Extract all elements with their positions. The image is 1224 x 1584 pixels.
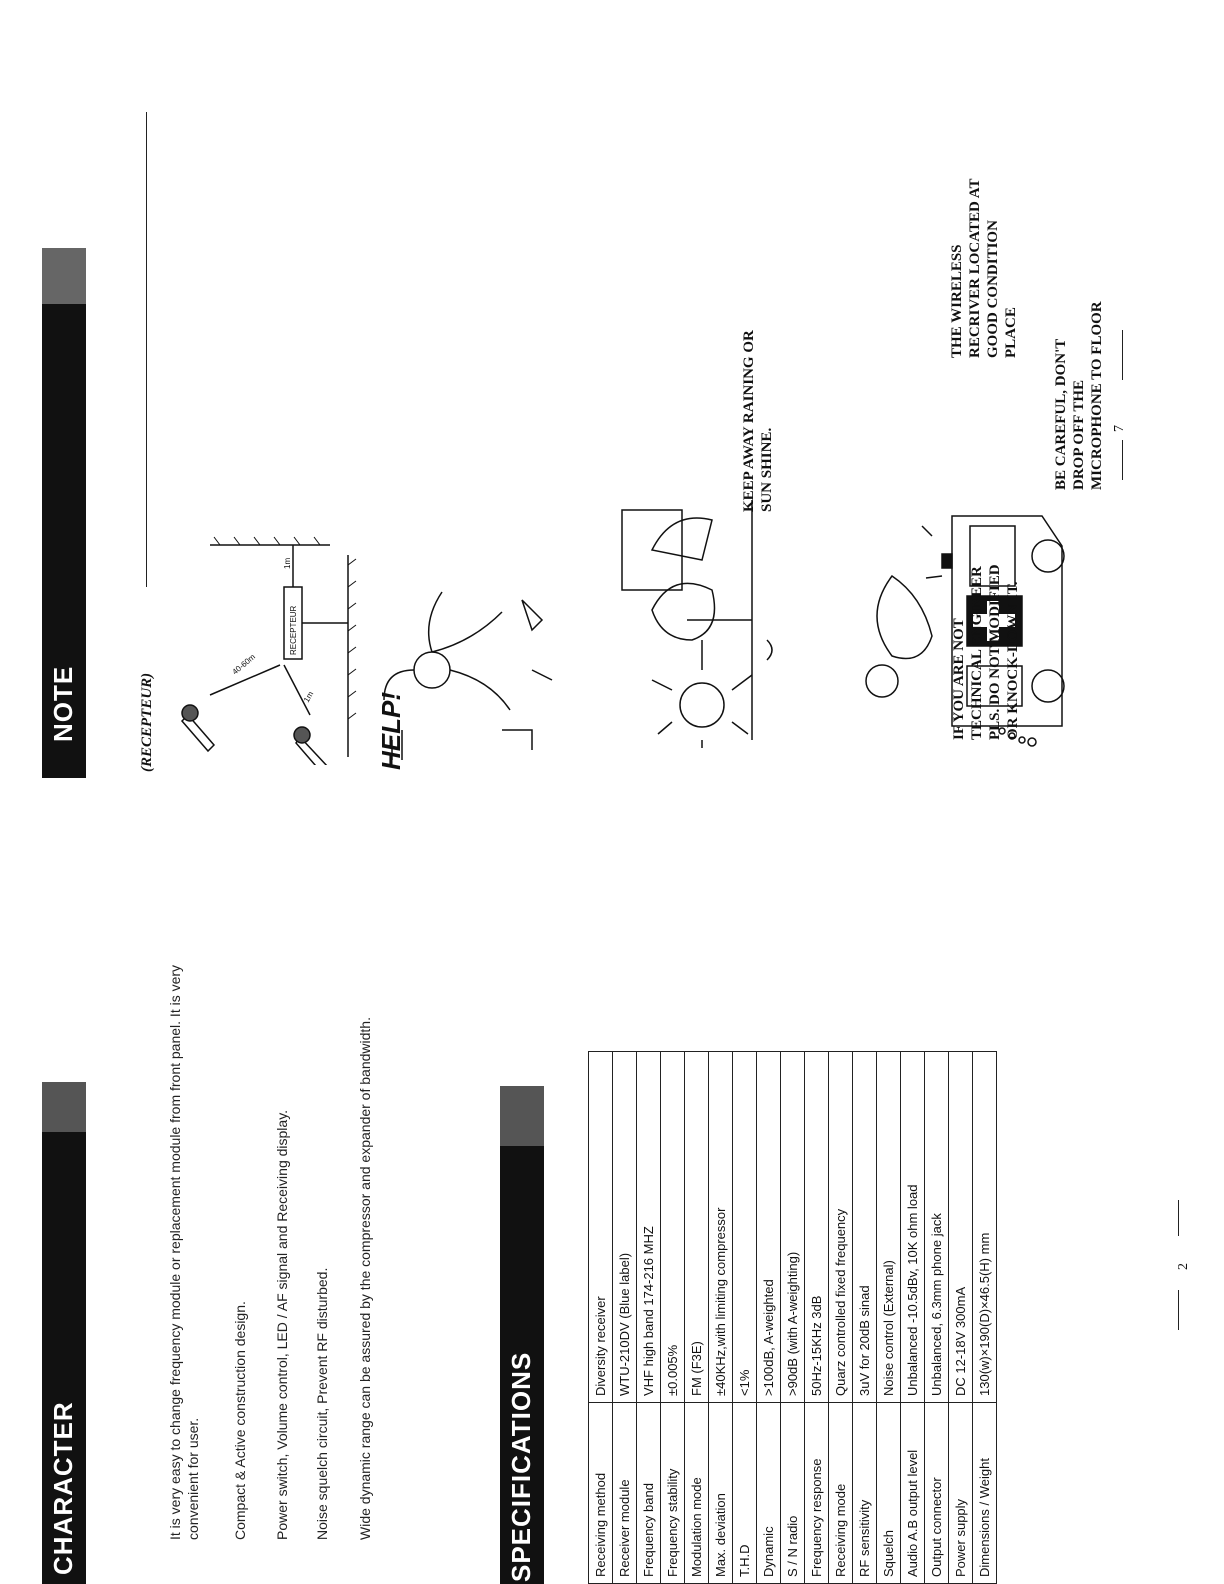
height-label: 1m	[283, 557, 292, 569]
spec-label: Frequency response	[805, 1403, 829, 1584]
spec-label: Dynamic	[757, 1403, 781, 1584]
spec-row	[781, 1052, 805, 1584]
spec-label: Modulation mode	[685, 1403, 709, 1584]
note-header-fade	[42, 248, 86, 304]
spec-row	[853, 1052, 877, 1584]
left-page-number: 2	[1176, 1263, 1191, 1270]
spec-row	[949, 1052, 973, 1584]
character-heading: CHARACTER	[48, 1401, 78, 1575]
right-footer-line-2	[1122, 330, 1123, 380]
spec-value: VHF high band 174-216 MHZ	[637, 1052, 661, 1403]
specifications-header-fade	[500, 1086, 544, 1146]
spec-value: >90dB (with A-weighting)	[781, 1052, 805, 1403]
note-1: THE WIRELESS RECRIVER LOCATED AT GOOD CONDITION PLACE	[949, 178, 1019, 358]
spec-value: FM (F3E)	[685, 1052, 709, 1403]
spec-value: >100dB, A-weighted	[757, 1052, 781, 1403]
spec-value: 130(w)×190(D)×46.5(H) mm	[973, 1052, 997, 1403]
spec-label: Receiving method	[589, 1403, 613, 1584]
character-header-fade	[42, 1082, 86, 1132]
spec-row	[709, 1052, 733, 1584]
spec-value: ±40KHz,with limiting compressor	[709, 1052, 733, 1403]
spec-value: Diversity receiver	[589, 1052, 613, 1403]
spec-label: Squelch	[877, 1403, 901, 1584]
spec-row	[733, 1052, 757, 1584]
spec-label: Frequency stability	[661, 1403, 685, 1584]
spec-value: 50Hz-15KHz 3dB	[805, 1052, 829, 1403]
spec-label: RF sensitivity	[853, 1403, 877, 1584]
spec-label: Dimensions / Weight	[973, 1403, 997, 1584]
note-3: KEEP AWAY RAINING OR SUN SHINE.	[741, 330, 775, 512]
drop-microphone-illustration	[372, 520, 572, 770]
note-subheading: (RECEPTEUR)	[139, 672, 155, 772]
specifications-table-wrap	[588, 1051, 997, 1584]
spec-row	[757, 1052, 781, 1584]
help-exclamation: HELP!	[376, 692, 406, 770]
receiver-box-label: RECEPTEUR	[289, 605, 298, 655]
character-item-1: It is very easy to change frequency module or replacement module from front panel. It is very convenient for user.	[167, 964, 201, 1540]
character-item-2: Compact & Active construction design.	[232, 1301, 248, 1540]
spec-row	[685, 1052, 709, 1584]
spec-row	[901, 1052, 925, 1584]
spec-value: <1%	[733, 1052, 757, 1403]
left-footer-line-2	[1178, 1200, 1179, 1236]
note-2: BE CAREFUL, DON'T DROP OFF THE MICROPHONE TO FLOOR	[1053, 301, 1105, 490]
spec-label: Output connector	[925, 1403, 949, 1584]
left-footer-line-1	[1178, 1290, 1179, 1330]
spec-value: Quarz controlled fixed frequency	[829, 1052, 853, 1403]
spec-label: Power supply	[949, 1403, 973, 1584]
spec-label: Max. deviation	[709, 1403, 733, 1584]
spec-label: Receiver module	[613, 1403, 637, 1584]
spec-row	[661, 1052, 685, 1584]
spec-value: Unbalanced -10.5dBv, 10K ohm load	[901, 1052, 925, 1403]
spec-value: DC 12-18V 300mA	[949, 1052, 973, 1403]
right-footer-line-1	[1122, 440, 1123, 480]
character-item-3: Power switch, Volume control, LED / AF signal and Receiving display.	[274, 1109, 290, 1540]
spec-label: Audio A.B output level	[901, 1403, 925, 1584]
distance-far-label: 40-60m	[230, 652, 258, 677]
right-page-number: 7	[1112, 425, 1127, 432]
note-4: IF YOU ARE NOT TECHNICAL ENGINEER PLS. DO NOT MODIFIED OR KNOCK-DOWN IT.	[951, 564, 1021, 740]
distance-near-label: 1m	[301, 689, 316, 704]
spec-row	[925, 1052, 949, 1584]
spec-row	[973, 1052, 997, 1584]
spec-value: Noise control (External)	[877, 1052, 901, 1403]
specifications-table	[588, 1051, 997, 1584]
spec-row	[589, 1052, 613, 1584]
spec-row	[877, 1052, 901, 1584]
spec-value: ±0.005%	[661, 1052, 685, 1403]
spec-row	[829, 1052, 853, 1584]
spec-row	[613, 1052, 637, 1584]
spec-value: WTU-210DV (Blue label)	[613, 1052, 637, 1403]
sun-rain-illustration	[592, 490, 792, 750]
spec-row	[805, 1052, 829, 1584]
spec-label: Receiving mode	[829, 1403, 853, 1584]
character-item-4: Noise squelch circuit, Prevent RF disturbed.	[314, 1267, 330, 1540]
character-item-5: Wide dynamic range can be assured by the compressor and expander of bandwidth.	[357, 1017, 373, 1540]
spec-label: S / N radio	[781, 1403, 805, 1584]
spec-row	[637, 1052, 661, 1584]
note-heading: NOTE	[48, 665, 78, 742]
spec-label: T.H.D	[733, 1403, 757, 1584]
receiver-placement-illustration	[180, 525, 360, 765]
spec-value: 3uV for 20dB sinad	[853, 1052, 877, 1403]
spec-label: Frequency band	[637, 1403, 661, 1584]
subheading-rule	[146, 112, 147, 587]
spec-value: Unbalanced, 6.3mm phone jack	[925, 1052, 949, 1403]
specifications-heading: SPECIFICATIONS	[506, 1351, 536, 1582]
